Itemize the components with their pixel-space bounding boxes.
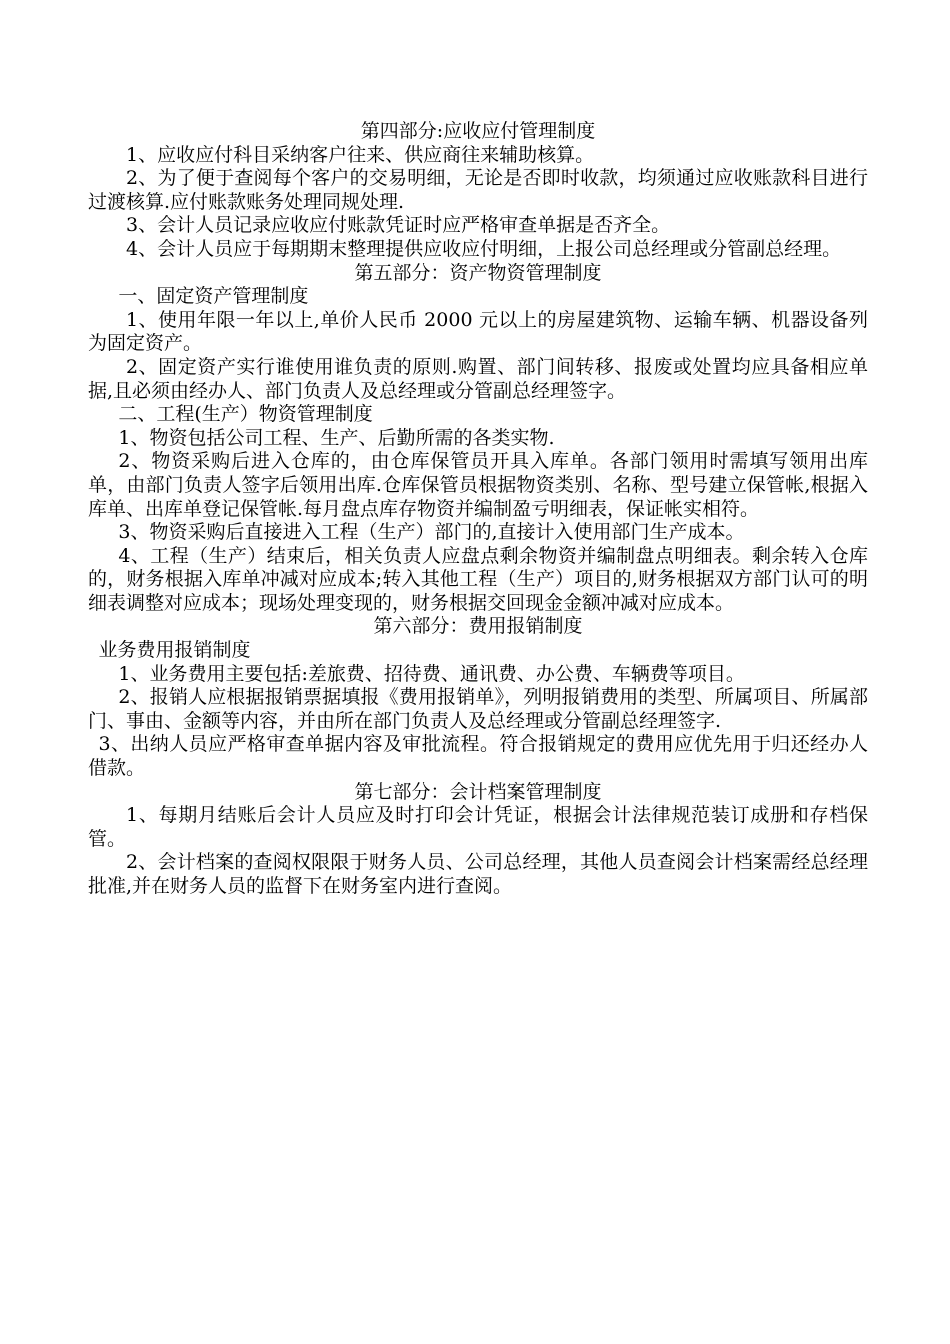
paragraph: 3、物资采购后直接进入工程（生产）部门的,直接计入使用部门生产成本。: [118, 521, 745, 544]
paragraph: 3、出纳人员应严格审查单据内容及审批流程。符合报销规定的费用应优先用于归还经办人借款。: [88, 733, 868, 780]
paragraph: 1、每期月结账后会计人员应及时打印会计凭证，根据会计法律规范装订成册和存档保管。: [88, 804, 868, 850]
paragraph: 2、报销人应根据报销票据填报《费用报销单》，列明报销费用的类型、所属项目、所属部门、事由、金额等内容，并由所在部门负责人及总经理或分管副总经理签字.: [88, 686, 868, 732]
subsection-heading: 业务费用报销制度: [98, 639, 251, 662]
section-title-part4: 第四部分:应收应付管理制度: [360, 120, 596, 142]
paragraph: 2、固定资产实行谁使用谁负责的原则.购置、部门间转移、报废或处置均应具备相应单据,且必须由经办人、部门负责人及总经理或分管副总经理签字。: [88, 355, 868, 402]
document-page: [88, 120, 868, 899]
subsection-heading: 一、固定资产管理制度: [118, 285, 309, 308]
paragraph: 1、使用年限一年以上,单价人民币 2000 元以上的房屋建筑物、运输车辆、机器设备列为固定资产。: [88, 308, 868, 355]
paragraph: 4、工程（生产）结束后，相关负责人应盘点剩余物资并编制盘点明细表。剩余转入仓库的，财务根据入库单冲减对应成本;转入其他工程（生产）项目的,财务根据双方部门认可的明细表调整对应成本；现场处理变现的，财务根据交回现金金额冲减对应成本。: [88, 544, 868, 614]
section-title-part6: 第六部分：费用报销制度: [373, 615, 583, 638]
paragraph: 2、为了便于查阅每个客户的交易明细，无论是否即时收款，均须通过应收账款科目进行过渡核算.应付账款账务处理同规处理.: [88, 167, 868, 213]
paragraph: 1、物资包括公司工程、生产、后勤所需的各类实物.: [118, 426, 555, 449]
paragraph: 1、业务费用主要包括:差旅费、招待费、通讯费、办公费、车辆费等项目。: [118, 662, 745, 685]
paragraph: 2、物资采购后进入仓库的，由仓库保管员开具入库单。各部门领用时需填写领用出库单，由部门负责人签字后领用出库.仓库保管员根据物资类别、名称、型号建立保管帐,根据入库单、出库单登记保管帐.每月盘点库存物资并编制盈亏明细表，保证帐实相符。: [88, 450, 868, 520]
paragraph: 4、会计人员应于每期期末整理提供应收应付明细，上报公司总经理或分管副总经理。: [126, 237, 842, 260]
paragraph: 2、会计档案的查阅权限限于财务人员、公司总经理，其他人员查阅会计档案需经总经理批准,并在财务人员的监督下在财务室内进行查阅。: [88, 851, 868, 897]
subsection-heading: 二、工程(生产）物资管理制度: [118, 403, 373, 426]
paragraph: 1、应收应付科目采纳客户往来、供应商往来辅助核算。: [126, 143, 595, 166]
section-title-part5: 第五部分：资产物资管理制度: [354, 261, 602, 284]
section-title-part7: 第七部分：会计档案管理制度: [354, 780, 602, 803]
paragraph: 3、会计人员记录应收应付账款凭证时应严格审查单据是否齐全。: [126, 214, 671, 237]
